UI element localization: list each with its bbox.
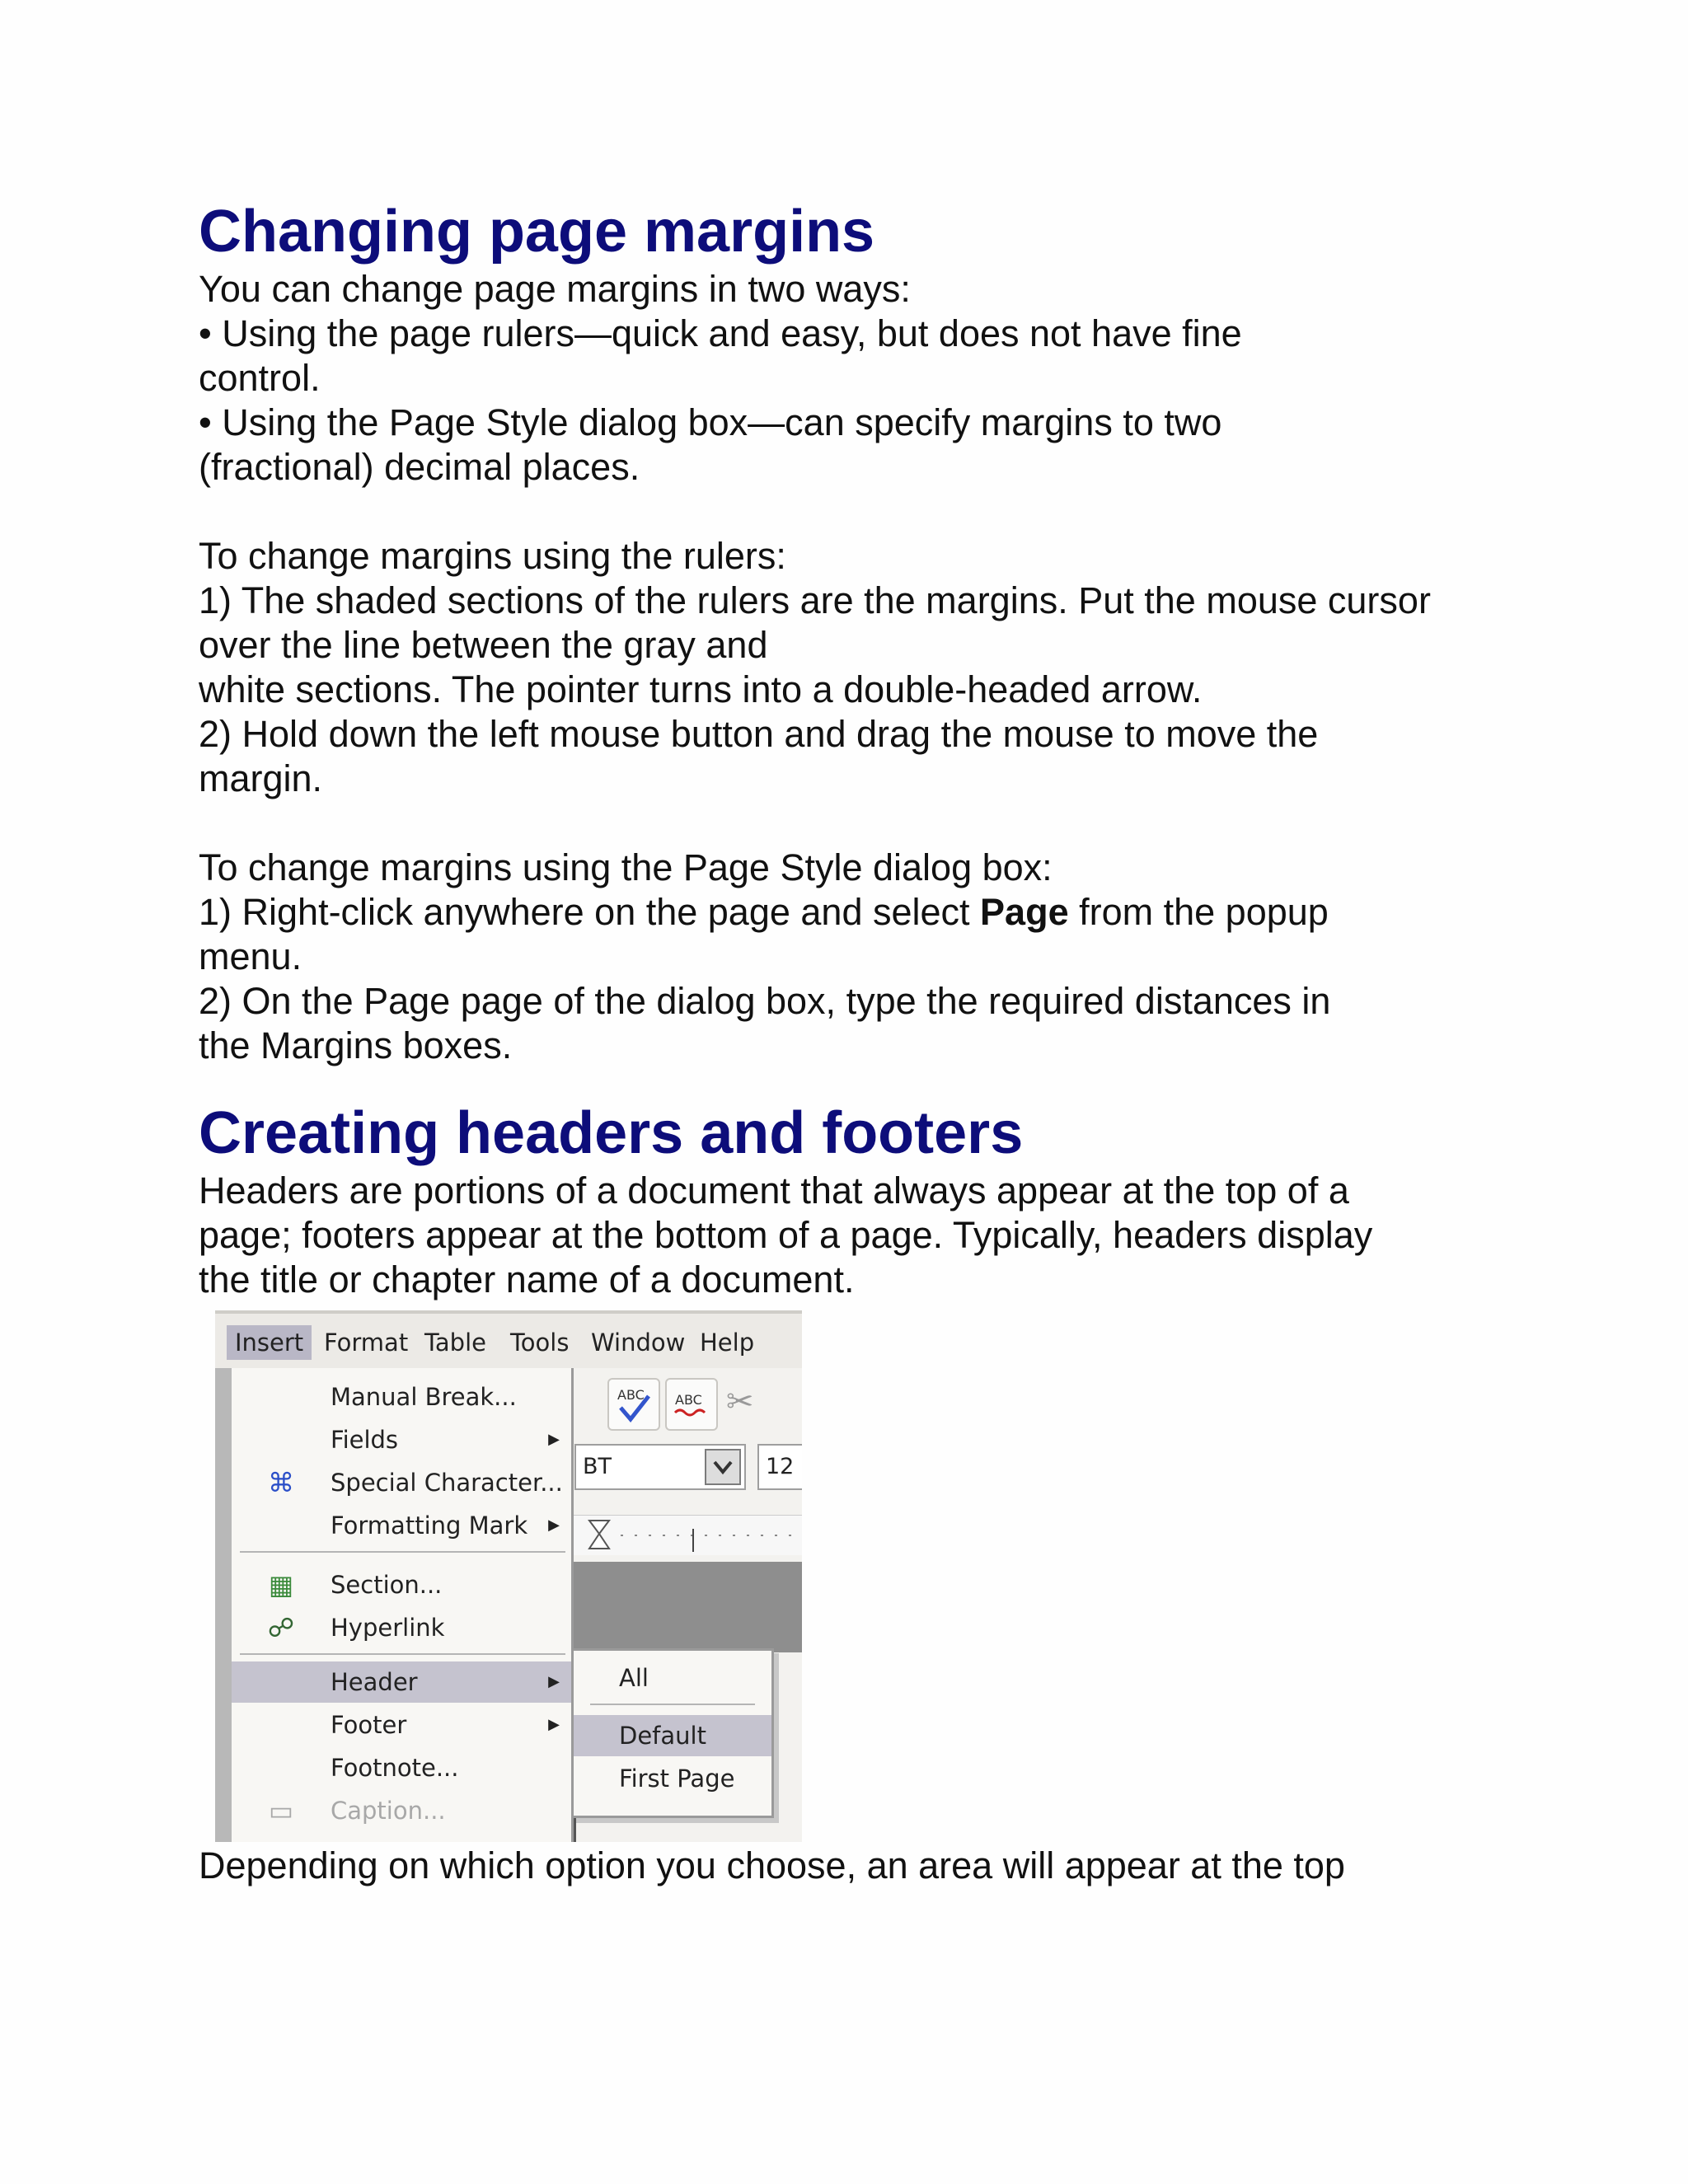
paragraph-line: menu. [199,935,302,977]
font-size-box[interactable]: 12 [757,1444,802,1490]
paragraph-line: You can change page margins in two ways: [199,268,911,310]
menu-bar [215,1310,802,1371]
menu-table[interactable]: Table [424,1329,486,1357]
bold-page-word: Page [980,891,1069,933]
menu-item-caption [232,1790,571,1831]
menu-separator [240,1551,565,1553]
paragraph-line: margin. [199,757,323,799]
chevron-down-icon[interactable] [705,1449,741,1485]
menu-item-label: Footer [331,1711,407,1739]
paragraph-line: control. [199,357,321,399]
menu-item-fields[interactable] [232,1419,571,1460]
special-character-icon: ⌘ [268,1467,294,1498]
paragraph-line: the title or chapter name of a document. [199,1258,855,1301]
page-background [571,1562,802,1652]
svg-text:ABC: ABC [617,1387,645,1403]
hyperlink-icon: ☍ [267,1612,295,1643]
svg-text:ABC: ABC [675,1392,702,1408]
paragraph-line: Depending on which option you choose, an area will appear at the top [199,1844,1345,1886]
insert-menu [232,1368,574,1842]
paragraph-line: white sections. The pointer turns into a double-headed arrow. [199,668,1203,710]
heading-changing-page-margins: Changing page margins [199,199,875,265]
menu-item-label: Fields [331,1426,399,1454]
menu-item-footer[interactable] [232,1704,571,1746]
bullet-line: • Using the page rulers—quick and easy, but does not have fine [199,312,1242,354]
spellcheck-icon[interactable] [607,1378,660,1431]
paragraph-line: To change margins using the rulers: [199,535,786,577]
submenu-arrow-icon: ▶ [548,1431,560,1448]
menu-tools[interactable]: Tools [510,1329,570,1357]
paragraph-line: 2) Hold down the left mouse button and drag the mouse to move the [199,713,1319,755]
menu-insert[interactable]: Insert [227,1325,312,1360]
menu-item-section[interactable] [232,1564,571,1605]
paragraph-line: the Margins boxes. [199,1024,513,1066]
menu-item-label: Manual Break... [331,1383,517,1411]
submenu-separator [590,1704,755,1705]
menu-item-formatting-mark[interactable] [232,1505,571,1546]
menu-item-hyperlink[interactable] [232,1607,571,1648]
submenu-item-first-page[interactable] [574,1758,771,1799]
submenu-arrow-icon: ▶ [548,1516,560,1534]
left-strip [215,1368,232,1842]
menu-help[interactable]: Help [700,1329,755,1357]
menu-window[interactable]: Window [591,1329,686,1357]
menu-item-label: Header [331,1668,418,1696]
submenu-arrow-icon: ▶ [548,1716,560,1733]
section-icon: ▦ [268,1569,294,1601]
menu-item-special-character[interactable] [232,1462,571,1503]
font-name-box[interactable]: BT [574,1444,746,1490]
paragraph-line: page; footers appear at the bottom of a page. Typically, headers display [199,1214,1373,1256]
submenu-item-all[interactable] [574,1657,771,1699]
submenu-item-label: Default [619,1722,706,1750]
paragraph-line: over the line between the gray and [199,624,768,666]
paragraph-line: (fractional) decimal places. [199,446,640,488]
horizontal-ruler[interactable] [571,1515,802,1555]
submenu-item-label: First Page [619,1765,735,1793]
cut-icon[interactable]: ✂ [726,1383,754,1421]
paragraph-line: Headers are portions of a document that always appear at the top of a [199,1169,1349,1212]
heading-creating-headers-footers: Creating headers and footers [199,1100,1024,1166]
menu-item-label: Hyperlink [331,1614,445,1642]
menu-separator [240,1653,565,1655]
document-page [199,196,1550,1888]
menu-item-manual-break[interactable] [232,1376,571,1418]
menu-format[interactable]: Format [324,1329,409,1357]
menu-item-footnote[interactable] [232,1747,571,1788]
paragraph-line: 1) The shaded sections of the rulers are the margins. Put the mouse cursor [199,579,1431,621]
autospellcheck-icon[interactable] [665,1378,718,1431]
submenu-arrow-icon: ▶ [548,1673,560,1690]
paragraph-line [199,890,1550,935]
menu-item-label: Caption... [331,1797,446,1825]
bullet-line: • Using the Page Style dialog box—can specify margins to two [199,401,1222,443]
step-text: 1) Right-click anywhere on the page and select [199,891,981,933]
insert-menu-screenshot [215,1310,802,1842]
submenu-item-default[interactable] [574,1715,771,1756]
submenu-item-label: All [619,1664,649,1692]
step-text: from the popup [1068,891,1329,933]
paragraph-line: To change margins using the Page Style dialog box: [199,846,1053,888]
menu-item-label: Footnote... [331,1754,459,1782]
menu-item-label: Special Character... [331,1469,563,1497]
caption-icon: ▭ [268,1795,294,1826]
paragraph-line: 2) On the Page page of the dialog box, type the required distances in [199,980,1331,1022]
header-submenu [571,1648,774,1818]
menu-item-header[interactable] [232,1661,571,1703]
menu-item-label: Section... [331,1571,443,1599]
menu-item-label: Formatting Mark [331,1511,528,1540]
